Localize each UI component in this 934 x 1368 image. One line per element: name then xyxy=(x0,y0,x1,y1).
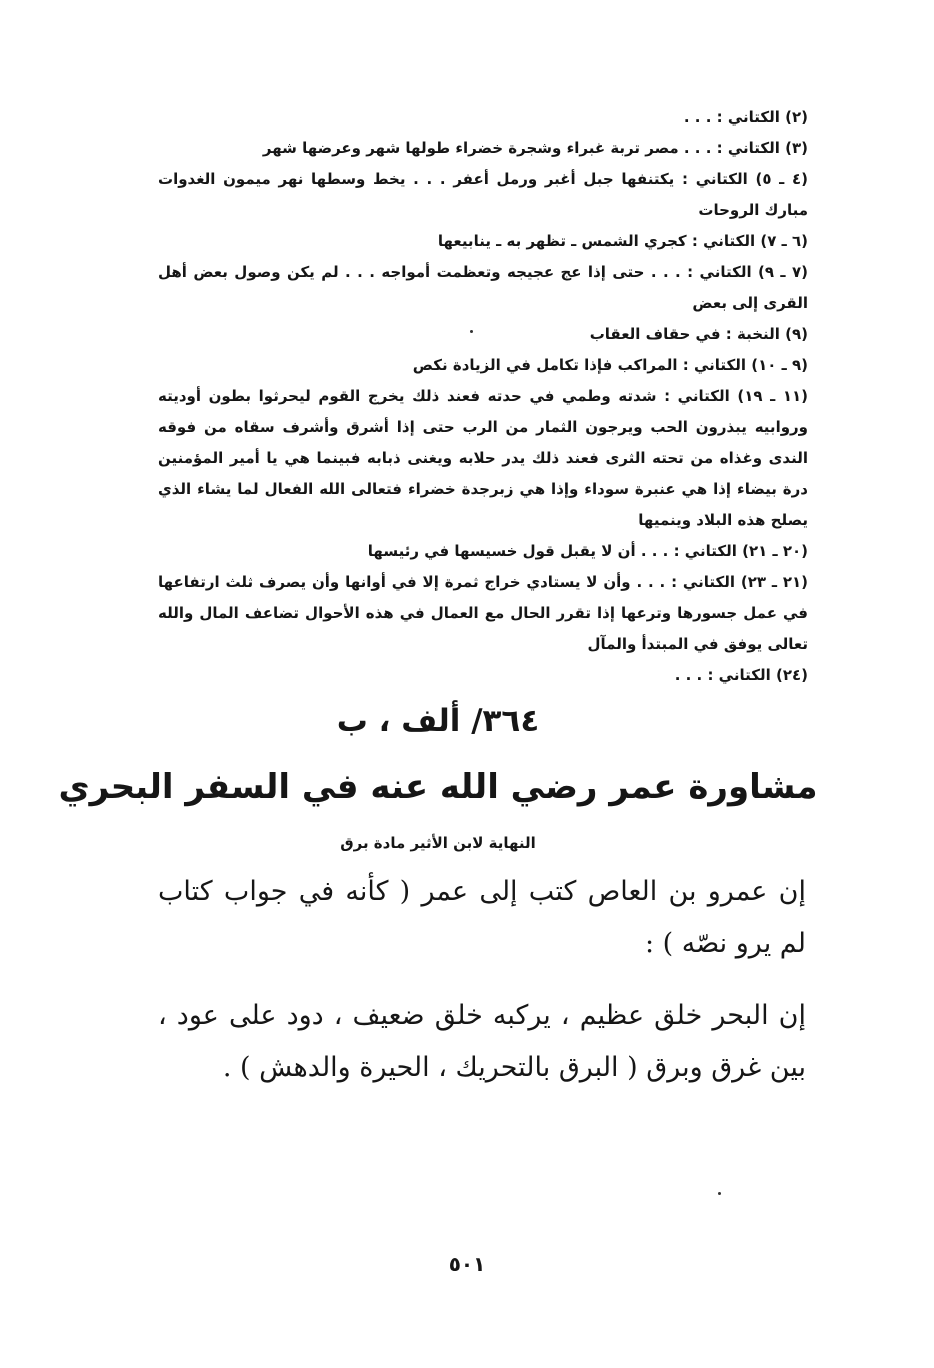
section-heading xyxy=(0,698,934,856)
note-line: (٣) الكتاني : . . . مصر تربة غبراء وشجرة خضراء طولها شهر وعرضها شهر xyxy=(262,139,808,157)
section-title: مشاورة عمر رضي الله عنه في السفر البحري xyxy=(58,767,818,807)
footnotes-block xyxy=(158,102,808,691)
page-number: ٥٠١ xyxy=(448,1252,486,1276)
body-paragraph: إن البحر خلق عظيم ، يركبه خلق ضعيف ، دود على عود ، بين غرق وبرق ( البرق بالتحريك ، الحيرة والدهش ) . xyxy=(158,1000,806,1083)
note-line: (٢١ ـ ٢٣) الكتاني : . . . وأن لا يستادي خراج ثمرة إلا في أوانها وأن يصرف ثلث ارتفاعها في عمل جسورها وترعها إذا تقرر الحال مع العمال في هذه الأحوال تضاعف المال والله تعالى يوفق في المبتدأ والمآل xyxy=(158,573,808,653)
note-line: (٦ ـ ٧) الكتاني : كجري الشمس ـ تظهر به ـ ينابيعها xyxy=(437,232,808,250)
note-line: (٢٤) الكتاني : . . . xyxy=(674,666,808,684)
note-line: (٢٠ ـ ٢١) الكتاني : . . . أن لا يقبل قول خسيسها في رئيسها xyxy=(367,542,808,560)
note-line: (٩ ـ ١٠) الكتاني : المراكب فإذا تكامل في الزيادة نكص xyxy=(412,356,808,374)
scan-speck xyxy=(718,1192,721,1195)
note-line: (٩) النخبة : في حقاف العقاب xyxy=(589,325,808,343)
note-line: (١١ ـ ١٩) الكتاني : شدته وطمي في حدته فعند ذلك يخرج القوم ليحرثوا بطون أوديته وروابيه يبذرون الحب ويرجون الثمار من الرب حتى إذا أشرق وأشرف سقاه من فوقه الندى وغذاه من تحته الثرى فعند ذلك يدر حلابه ويغنى ذبابه فبينما هي يا أمير المؤمنين درة بيضاء إذا هي عنبرة سوداء وإذا هي زبرجدة خضراء فتعالى الله الفعال لما يشاء الذي يصلح هذه البلاد وينميها xyxy=(158,387,808,529)
note-line: (٤ ـ ٥) الكتاني : يكتنفها جبل أغبر ورمل أعفر . . . يخط وسطها نهر ميمون الغدوات مبارك الروحات xyxy=(158,170,808,219)
source-reference: النهاية لابن الأثير مادة برق xyxy=(340,834,536,852)
section-number: ٣٦٤/ ألف ، ب xyxy=(336,703,540,739)
body-paragraph: إن عمرو بن العاص كتب إلى عمر ( كأنه في جواب كتاب لم يرو نصّه ) : xyxy=(158,876,806,959)
note-line: (٢) الكتاني : . . . xyxy=(683,108,808,126)
note-line: (٧ ـ ٩) الكتاني : . . . حتى إذا عج عجيجه وتعظمت أمواجه . . . لم يكن وصول بعض أهل القرى إلى بعض xyxy=(158,263,808,312)
main-text xyxy=(158,866,806,1114)
scan-speck xyxy=(470,330,473,333)
